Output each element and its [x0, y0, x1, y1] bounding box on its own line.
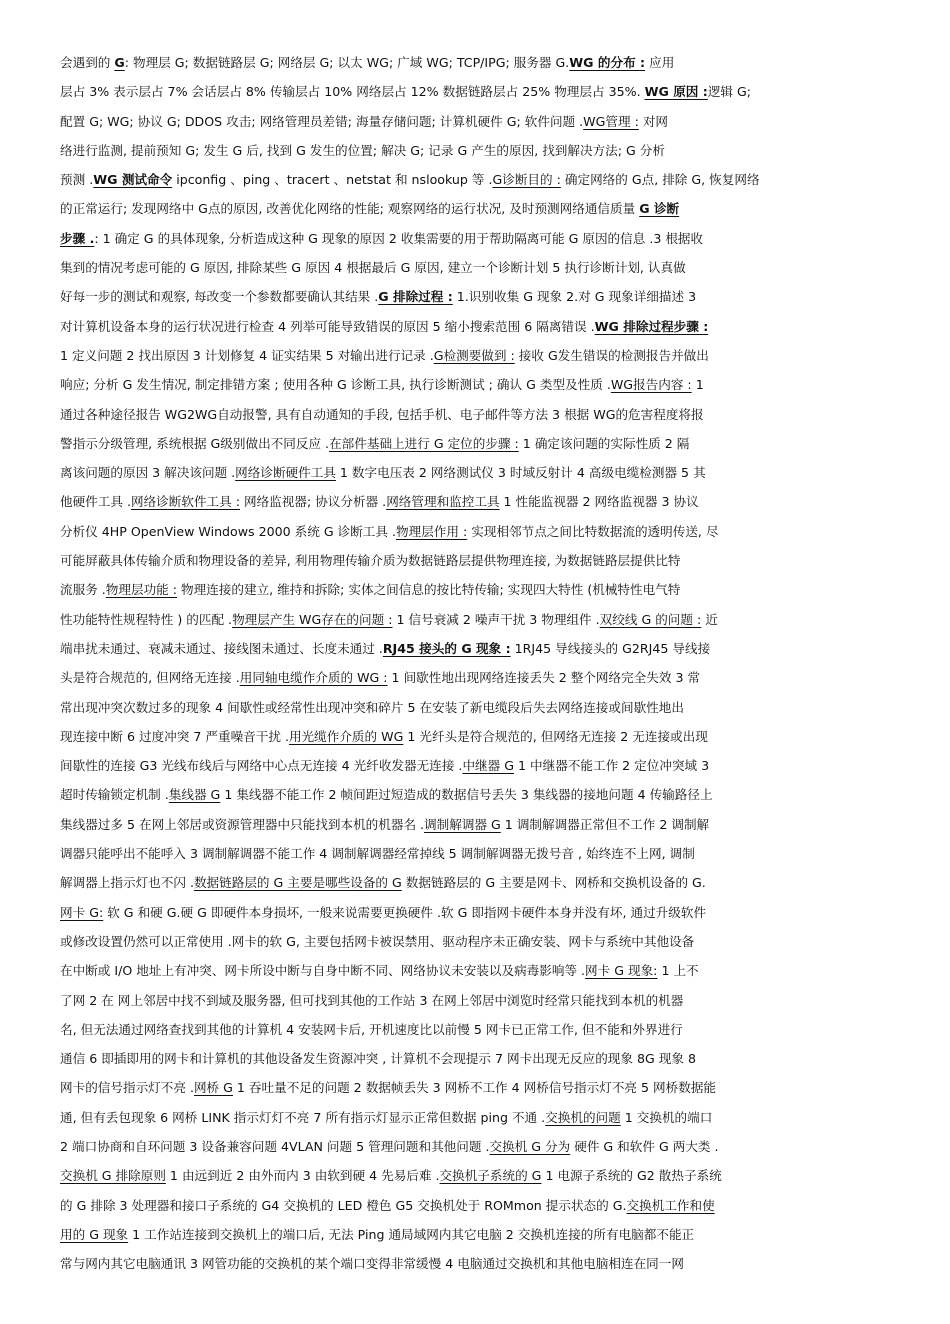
text-line — [60, 374, 882, 403]
heading-fragment: 物理层功能 : — [105, 582, 178, 598]
text-fragment: 在中断或 I/O 地址上有冲突、网卡所设中断与自身中断不同、网络协议未安装以及病毒影响等 . — [60, 963, 586, 979]
text-line — [60, 697, 882, 726]
text-fragment: 通, 但有丢包现象 6 网桥 LINK 指示灯灯不亮 7 所有指示灯显示正常但数据 ping 不通 . — [60, 1109, 546, 1125]
heading-fragment: 物理层产生 WG存在的问题 : — [232, 611, 393, 627]
text-line — [60, 1048, 882, 1077]
heading-fragment: 中继器 G — [462, 758, 514, 774]
text-fragment: 2 端口协商和自环问题 3 设备兼容问题 4VLAN 问题 5 管理问题和其他问题 . — [60, 1138, 490, 1154]
text-fragment: 的正常运行; 发现网络中 G点的原因, 改善优化网络的性能; 观察网络的运行状况, 及时预测网络通信质量 — [60, 201, 640, 217]
text-fragment: 近 — [701, 611, 718, 627]
text-fragment: 1 间歇性地出现网络连接丢失 2 整个网络完全失效 3 常 — [387, 670, 701, 686]
text-fragment: 可能屏蔽具体传输介质和物理设备的差异, 利用物理传输介质为数据链路层提供物理连接, 为数据链路层提供比特 — [60, 553, 681, 569]
text-fragment: 的 G 排除 3 处理器和接口子系统的 G4 交换机的 LED 橙色 G5 交换机处于 ROMmon 提示状态的 G. — [60, 1197, 627, 1213]
text-fragment: 数据链路层的 G 主要是网卡、网桥和交换机设备的 G. — [401, 875, 706, 891]
heading-fragment: 交换机子系统的 G — [439, 1168, 542, 1184]
text-line — [60, 931, 882, 960]
heading-fragment: 网桥 G — [193, 1080, 233, 1096]
text-fragment: 间歇性的连接 G3 光线布线后与网络中心点无连接 4 光纤收发器无连接 . — [60, 758, 463, 774]
text-line — [60, 784, 882, 813]
text-line — [60, 81, 882, 110]
text-line — [60, 609, 882, 638]
text-line — [60, 228, 882, 257]
text-line — [60, 433, 882, 462]
text-line — [60, 521, 882, 550]
text-line — [60, 579, 882, 608]
text-fragment: 应用 — [645, 55, 675, 70]
text-line — [60, 814, 882, 843]
document-body — [60, 52, 882, 1282]
heading-fragment: 双绞线 G 的问题 : — [599, 611, 702, 627]
text-fragment: 了网 2 在 网上邻居中找不到域及服务器, 但可找到其他的工作站 3 在网上邻居中浏览时经常只能找到本机的机器 — [60, 992, 684, 1008]
text-fragment: 1 吞吐量不足的问题 2 数据帧丢失 3 网桥不工作 4 网桥信号指示灯不亮 5 网桥数据能 — [232, 1080, 717, 1096]
text-fragment: 对计算机设备本身的运行状况进行检查 4 列举可能导致错误的原因 5 缩小搜索范围 6 隔离错误 . — [60, 318, 595, 334]
text-fragment: 预测 . — [60, 172, 94, 188]
text-line — [60, 140, 882, 169]
text-fragment: 1 调制解调器正常但不工作 2 调制解 — [500, 816, 710, 832]
text-fragment: 实现相邻节点之间比特数据流的透明传送, 尽 — [467, 523, 719, 539]
text-fragment: 解调器上指示灯也不闪 . — [60, 875, 194, 891]
text-fragment: 软 G 和硬 G.硬 G 即硬件本身损坏, 一般来说需要更换硬件 .软 G 即指网卡硬件本身并没有坏, 通过升级软件 — [103, 904, 707, 920]
text-fragment: 物理连接的建立, 维持和拆除; 实体之间信息的按比特传输; 实现四大特性 (机械特性电气特 — [177, 582, 681, 598]
text-line — [60, 755, 882, 784]
text-fragment: 现连接中断 6 过度冲突 7 严重噪音干扰 . — [60, 728, 289, 744]
heading-fragment: WG 排除过程步骤 : — [594, 318, 709, 334]
text-line — [60, 404, 882, 433]
text-fragment: 网卡的信号指示灯不亮 . — [60, 1080, 194, 1096]
text-fragment: 1 由远到近 2 由外而内 3 由软到硬 4 先易后难 . — [165, 1168, 440, 1184]
text-line — [60, 257, 882, 286]
heading-fragment: 网络诊断硬件工具 — [235, 465, 336, 481]
text-fragment: 1 交换机的端口 — [620, 1109, 713, 1125]
heading-fragment: RJ45 接头的 G 现象 : — [382, 640, 511, 656]
text-fragment: 或修改设置仍然可以正常使用 .网卡的软 G, 主要包括网卡被误禁用、驱动程序未正确安装、网卡与系统中其他设备 — [60, 933, 695, 949]
heading-fragment: 交换机的问题 — [545, 1109, 621, 1125]
heading-fragment: G检测要做到 : — [433, 347, 515, 363]
text-fragment: : 物理层 G; 数据链路层 G; 网络层 G; 以太 WG; 广域 WG; TCP/IPG; 服务器 G. — [124, 55, 570, 70]
text-fragment: 常与网内其它电脑通讯 3 网管功能的交换机的某个端口变得非常缓慢 4 电脑通过交换机和其他电脑相连在同一网 — [60, 1256, 684, 1272]
heading-fragment: 用光缆作介质的 WG — [288, 728, 404, 744]
text-fragment: 调器只能呼出不能呼入 3 调制解调器不能工作 4 调制解调器经常掉线 5 调制解调器无拨号音 , 始终连不上网, 调制 — [60, 846, 695, 862]
text-fragment: 1 定义问题 2 找出原因 3 计划修复 4 证实结果 5 对输出进行记录 . — [60, 347, 434, 363]
text-fragment: 通过各种途径报告 WG2WG自动报警, 具有自动通知的手段, 包括手机、电子邮件等方法 3 根据 WG的危害程度将报 — [60, 406, 704, 422]
text-fragment: : 1 确定 G 的具体现象, 分析造成这种 G 现象的原因 2 收集需要的用于帮助隔离可能 G 原因的信息 .3 根据收 — [94, 230, 704, 246]
text-line — [60, 1077, 882, 1106]
text-fragment: 超时传输锁定机制 . — [60, 787, 169, 803]
text-line — [60, 286, 882, 315]
heading-fragment: 用同轴电缆作介质的 WG : — [239, 670, 388, 686]
text-line — [60, 111, 882, 140]
heading-fragment: 步骤 . — [60, 230, 95, 246]
heading-fragment: 交换机 G 排除原则 — [60, 1168, 166, 1184]
text-line — [60, 1224, 882, 1253]
text-fragment: 名, 但无法通过网络查找到其他的计算机 4 安装网卡后, 开机速度比以前慢 5 网卡已正常工作, 但不能和外界进行 — [60, 1021, 683, 1037]
text-line — [60, 1107, 882, 1136]
text-fragment: 1 确定该问题的实际性质 2 隔 — [518, 435, 690, 451]
text-fragment: 1 信号衰减 2 噪声干扰 3 物理组件 . — [392, 611, 600, 627]
text-fragment: 头是符合规范的, 但网络无连接 . — [60, 670, 240, 686]
heading-fragment: G — [114, 55, 125, 70]
text-fragment: 1 光纤头是符合规范的, 但网络无连接 2 无连接或出现 — [403, 728, 708, 744]
heading-fragment: G诊断目的 : — [492, 172, 561, 188]
text-fragment: 分析仪 4HP OpenView Windows 2000 系统 G 诊断工具 . — [60, 523, 396, 539]
text-line — [60, 491, 882, 520]
heading-fragment: G 排除过程 : — [378, 289, 453, 305]
text-line — [60, 667, 882, 696]
text-fragment: 配置 G; WG; 协议 G; DDOS 攻击; 网络管理员差错; 海量存储问题; 计算机硬件 G; 软件问题 . — [60, 113, 584, 129]
text-line — [60, 872, 882, 901]
text-line — [60, 316, 882, 345]
heading-fragment: WG 原因 : — [644, 84, 708, 100]
text-fragment: 警指示分级管理, 系统根据 G级别做出不同反应 . — [60, 435, 330, 451]
heading-fragment: 数据链路层的 G 主要是哪些设备的 G — [193, 875, 402, 891]
text-fragment: ipconfig 、ping 、tracert 、netstat 和 nslookup 等 . — [172, 172, 493, 188]
text-line — [60, 345, 882, 374]
text-fragment: 1 — [691, 377, 704, 393]
heading-fragment: G 诊断 — [639, 201, 680, 217]
text-fragment: 会遇到的 — [60, 55, 115, 70]
text-fragment: 硬件 G 和软件 G 两大类 . — [570, 1138, 719, 1154]
text-fragment: 性功能特性规程特性 ) 的匹配 . — [60, 611, 233, 627]
text-fragment: 1 上不 — [657, 963, 699, 979]
text-fragment: 确定网络的 G点, 排除 G, 恢复网络 — [560, 172, 760, 188]
text-fragment: 流服务 . — [60, 582, 106, 598]
text-fragment: 1 电源子系统的 G2 散热子系统 — [541, 1168, 722, 1184]
text-fragment: 逻辑 G; — [707, 84, 752, 100]
heading-fragment: WG 测试命令 — [93, 172, 173, 188]
text-line — [60, 960, 882, 989]
text-fragment: 集到的情况考虑可能的 G 原因, 排除某些 G 原因 4 根据最后 G 原因, 建立一个诊断计划 5 执行诊断计划, 认真做 — [60, 260, 686, 276]
text-line — [60, 462, 882, 491]
text-line — [60, 1019, 882, 1048]
heading-fragment: 网络管理和监控工具 — [386, 494, 500, 510]
heading-fragment: WG报告内容 : — [610, 377, 692, 393]
heading-fragment: 在部件基础上进行 G 定位的步骤 : — [329, 435, 519, 451]
text-line — [60, 1195, 882, 1224]
text-line — [60, 1165, 882, 1194]
text-line — [60, 52, 882, 81]
text-line — [60, 726, 882, 755]
text-fragment: 1 中继器不能工作 2 定位冲突域 3 — [513, 758, 710, 774]
text-fragment: 1.识别收集 G 现象 2.对 G 现象详细描述 3 — [452, 289, 697, 305]
text-fragment: 层占 3% 表示层占 7% 会话层占 8% 传输层占 10% 网络层占 12% 数据链路层占 25% 物理层占 35%. — [60, 84, 645, 100]
heading-fragment: WG管理 : — [583, 113, 639, 129]
text-fragment: 网络监视器; 协议分析器 . — [239, 494, 387, 510]
heading-fragment: 网络诊断软件工具 : — [130, 494, 240, 510]
text-fragment: 响应; 分析 G 发生情况, 制定排错方案 ; 使用各种 G 诊断工具, 执行诊断测试 ; 确认 G 类型及性质 . — [60, 377, 611, 393]
text-fragment: 1 性能监视器 2 网络监视器 3 协议 — [499, 494, 699, 510]
text-line — [60, 843, 882, 872]
heading-fragment: 网卡 G: — [60, 904, 104, 920]
text-fragment: 对网 — [638, 113, 669, 129]
text-fragment: 1 集线器不能工作 2 帧间距过短造成的数据信号丢失 3 集线器的接地问题 4 传输路径上 — [220, 787, 713, 803]
heading-fragment: 用的 G 现象 — [60, 1226, 129, 1242]
text-fragment: 好每一步的测试和观察, 每改变一个参数都要确认其结果 . — [60, 289, 379, 305]
text-fragment: 络进行监测, 提前预知 G; 发生 G 后, 找到 G 发生的位置; 解决 G; 记录 G 产生的原因, 找到解决方法; G 分析 — [60, 142, 665, 158]
text-fragment: 接收 G发生错误的检测报告并做出 — [514, 347, 709, 363]
text-fragment: 1RJ45 导线接头的 G2RJ45 导线接 — [510, 640, 711, 656]
text-fragment: 他硬件工具 . — [60, 494, 131, 510]
text-line — [60, 902, 882, 931]
text-line — [60, 198, 882, 227]
heading-fragment: 交换机工作和使 — [626, 1197, 715, 1213]
text-line — [60, 638, 882, 667]
text-fragment: 离该问题的原因 3 解决该问题 . — [60, 465, 236, 481]
heading-fragment: WG 的分布 : — [569, 55, 646, 70]
text-fragment: 1 工作站连接到交换机上的端口后, 无法 Ping 通局域网内其它电脑 2 交换机连接的所有电脑都不能正 — [128, 1226, 695, 1242]
text-fragment: 常出现冲突次数过多的现象 4 间歇性或经常性出现冲突和碎片 5 在安装了新电缆段后失去网络连接或间歇性地出 — [60, 699, 684, 715]
text-line — [60, 1136, 882, 1165]
text-line — [60, 550, 882, 579]
heading-fragment: 交换机 G 分为 — [489, 1138, 571, 1154]
text-fragment: 1 数字电压表 2 网络测试仪 3 时域反射计 4 高级电缆检测器 5 其 — [335, 465, 706, 481]
text-fragment: 集线器过多 5 在网上邻居或资源管理器中只能找到本机的机器名 . — [60, 816, 425, 832]
heading-fragment: 集线器 G — [168, 787, 221, 803]
heading-fragment: 网卡 G 现象: — [585, 963, 658, 979]
text-line — [60, 990, 882, 1019]
heading-fragment: 调制解调器 G — [424, 816, 501, 832]
heading-fragment: 物理层作用 : — [396, 523, 468, 539]
text-line — [60, 169, 882, 198]
text-line — [60, 1253, 882, 1282]
text-fragment: 端串扰未通过、衰减未通过、接线图未通过、长度未通过 . — [60, 640, 383, 656]
text-fragment: 通信 6 即插即用的网卡和计算机的其他设备发生资源冲突 , 计算机不会现提示 7 网卡出现无反应的现象 8G 现象 8 — [60, 1051, 696, 1067]
